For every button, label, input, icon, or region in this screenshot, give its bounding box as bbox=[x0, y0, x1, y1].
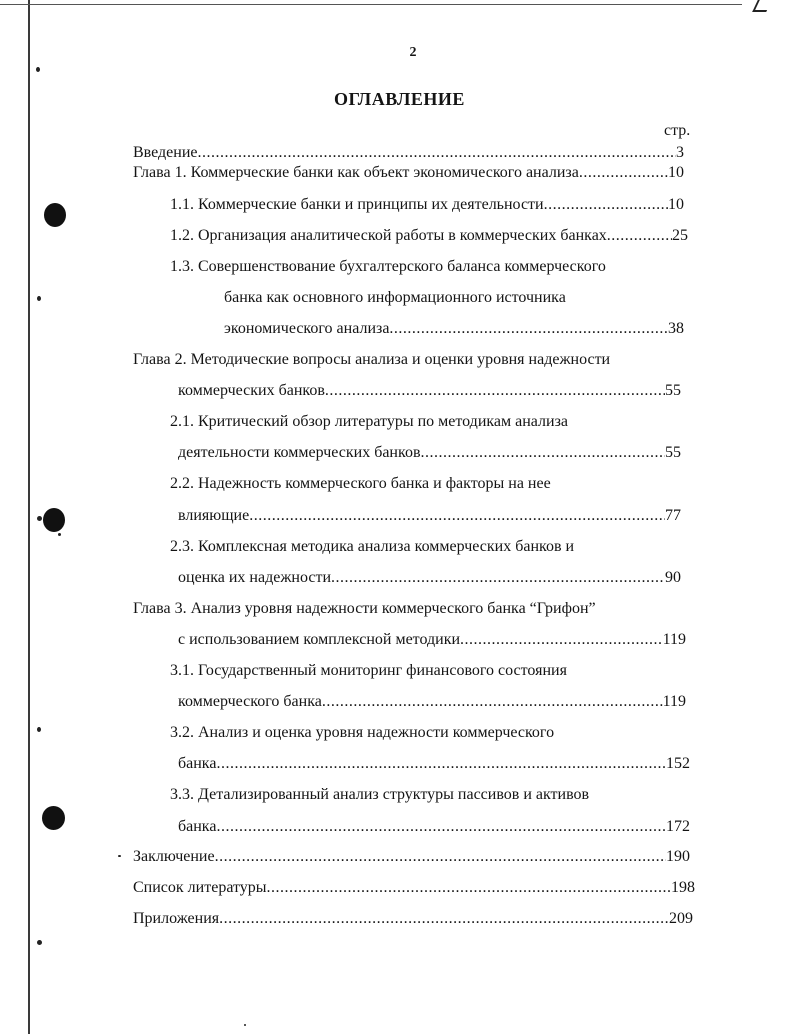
toc-entry-text: деятельности коммерческих банков bbox=[178, 444, 421, 461]
toc-entry-page: 3 bbox=[676, 144, 684, 161]
scan-speck bbox=[244, 1024, 246, 1026]
toc-entry-page: 119 bbox=[662, 693, 686, 710]
toc-entry-text: Введение bbox=[133, 144, 198, 161]
toc-entry-section-3-1-line-1 bbox=[170, 661, 567, 681]
scan-top-edge bbox=[0, 4, 742, 5]
toc-entry-text: Приложения bbox=[133, 910, 220, 927]
toc-entry-chapter-2-line-2 bbox=[178, 381, 681, 401]
toc-entry-text: 1.3. Совершенствование бухгалтерского баланса коммерческого bbox=[170, 258, 606, 275]
scan-speck bbox=[36, 67, 40, 72]
toc-leader-dots bbox=[216, 754, 666, 774]
scan-speck bbox=[118, 855, 121, 857]
toc-entry-text: 3.3. Детализированный анализ структуры пассивов и активов bbox=[170, 786, 590, 803]
toc-entry-text: экономического анализа bbox=[224, 320, 390, 337]
toc-leader-dots bbox=[249, 506, 665, 526]
toc-entry-text: коммерческих банков bbox=[178, 382, 325, 399]
toc-entry-introduction bbox=[133, 143, 684, 163]
toc-entry-page: 38 bbox=[668, 320, 684, 337]
toc-entry-section-2-3-line-1 bbox=[170, 537, 574, 557]
toc-entry-section-2-1-line-1 bbox=[170, 412, 568, 432]
toc-entry-section-1-3-line-3 bbox=[224, 319, 684, 339]
toc-entry-page: 190 bbox=[666, 848, 690, 865]
toc-entry-text: оценка их надежности bbox=[178, 569, 331, 586]
toc-entry-conclusion bbox=[133, 847, 690, 867]
toc-entry-text: Глава 3. Анализ уровня надежности коммерческого банка “Грифон” bbox=[133, 600, 596, 617]
toc-entry-text: 3.2. Анализ и оценка уровня надежности коммерческого bbox=[170, 724, 555, 741]
toc-entry-section-1-2 bbox=[170, 226, 688, 246]
toc-entry-page: 119 bbox=[662, 631, 686, 648]
toc-entry-text: Глава 1. Коммерческие банки как объект экономического анализа bbox=[133, 164, 579, 181]
toc-entry-page: 209 bbox=[669, 910, 693, 927]
toc-entry-section-3-1-line-2 bbox=[178, 692, 686, 712]
toc-entry-section-1-1 bbox=[170, 195, 684, 215]
toc-leader-dots bbox=[267, 878, 671, 898]
toc-entry-text: банка как основного информационного источника bbox=[224, 289, 566, 306]
toc-entry-chapter-3-line-1 bbox=[133, 599, 596, 619]
scan-speck bbox=[37, 296, 41, 301]
scan-speck bbox=[37, 727, 41, 732]
toc-leader-dots bbox=[331, 568, 665, 588]
toc-entry-text: влияющие bbox=[178, 507, 250, 524]
binder-hole bbox=[44, 203, 66, 227]
binder-hole bbox=[42, 806, 65, 830]
toc-entry-section-2-3-line-2 bbox=[178, 568, 681, 588]
toc-entry-page: 55 bbox=[665, 382, 681, 399]
toc-leader-dots bbox=[544, 195, 668, 215]
toc-entry-page: 172 bbox=[666, 818, 690, 835]
toc-entry-page: 10 bbox=[668, 164, 684, 181]
toc-entry-text: 3.1. Государственный мониторинг финансового состояния bbox=[170, 662, 567, 679]
toc-entry-section-1-3-line-2 bbox=[224, 288, 566, 308]
toc-entry-chapter-2-line-1 bbox=[133, 350, 610, 370]
scan-corner-mark bbox=[752, 0, 772, 12]
toc-entry-page: 55 bbox=[665, 444, 681, 461]
toc-entry-text: банка bbox=[178, 755, 217, 772]
toc-entry-chapter-3-line-2 bbox=[178, 630, 686, 650]
toc-leader-dots bbox=[460, 630, 663, 650]
scan-speck bbox=[58, 533, 61, 536]
toc-entry-text: 2.3. Комплексная методика анализа коммерческих банков и bbox=[170, 538, 575, 555]
binder-hole bbox=[43, 508, 65, 532]
toc-entry-text: банка bbox=[178, 818, 217, 835]
toc-leader-dots bbox=[579, 163, 668, 183]
toc-entry-section-1-3-line-1 bbox=[170, 257, 606, 277]
toc-leader-dots bbox=[607, 226, 672, 246]
toc-leader-dots bbox=[322, 692, 663, 712]
toc-entry-chapter-1 bbox=[133, 163, 684, 183]
toc-entry-text: коммерческого банка bbox=[178, 693, 322, 710]
toc-entry-section-3-3-line-2 bbox=[178, 817, 690, 837]
toc-entry-text: 1.1. Коммерческие банки и принципы их деятельности bbox=[170, 196, 544, 213]
toc-entry-section-2-1-line-2 bbox=[178, 443, 681, 463]
toc-entry-page: 77 bbox=[665, 507, 681, 524]
toc-entry-text: с использованием комплексной методики bbox=[178, 631, 461, 648]
page-number: 2 bbox=[409, 45, 417, 60]
toc-entry-section-3-3-line-1 bbox=[170, 785, 589, 805]
scan-speck bbox=[37, 516, 42, 521]
toc-entry-section-3-2-line-2 bbox=[178, 754, 690, 774]
toc-entry-page: 25 bbox=[672, 227, 688, 244]
toc-entry-section-3-2-line-1 bbox=[170, 723, 554, 743]
toc-leader-dots bbox=[325, 381, 665, 401]
toc-leader-dots bbox=[389, 319, 668, 339]
toc-entry-text: 2.1. Критический обзор литературы по методикам анализа bbox=[170, 413, 569, 430]
toc-entry-section-2-2-line-1 bbox=[170, 474, 551, 494]
page-column-label: стр. bbox=[664, 122, 691, 139]
toc-entry-page: 152 bbox=[666, 755, 690, 772]
toc-leader-dots bbox=[215, 847, 666, 867]
toc-leader-dots bbox=[219, 909, 669, 929]
toc-title: ОГЛАВЛЕНИЕ bbox=[334, 89, 465, 109]
toc-entry-text: Глава 2. Методические вопросы анализа и оценки уровня надежности bbox=[133, 351, 611, 368]
scan-speck bbox=[37, 940, 42, 945]
toc-leader-dots bbox=[421, 443, 665, 463]
toc-leader-dots bbox=[198, 143, 677, 163]
toc-entry-page: 10 bbox=[668, 196, 684, 213]
toc-entry-text: 1.2. Организация аналитической работы в коммерческих банках bbox=[170, 227, 607, 244]
toc-entry-page: 198 bbox=[671, 879, 695, 896]
toc-entry-appendices bbox=[133, 909, 693, 929]
toc-entry-text: Заключение bbox=[133, 848, 215, 865]
toc-leader-dots bbox=[216, 817, 666, 837]
toc-entry-page: 90 bbox=[665, 569, 681, 586]
toc-entry-text: 2.2. Надежность коммерческого банка и факторы на нее bbox=[170, 475, 551, 492]
toc-entry-text: Список литературы bbox=[133, 879, 267, 896]
scan-left-edge bbox=[28, 0, 30, 1034]
toc-entry-bibliography bbox=[133, 878, 695, 898]
toc-entry-section-2-2-line-2 bbox=[178, 506, 681, 526]
